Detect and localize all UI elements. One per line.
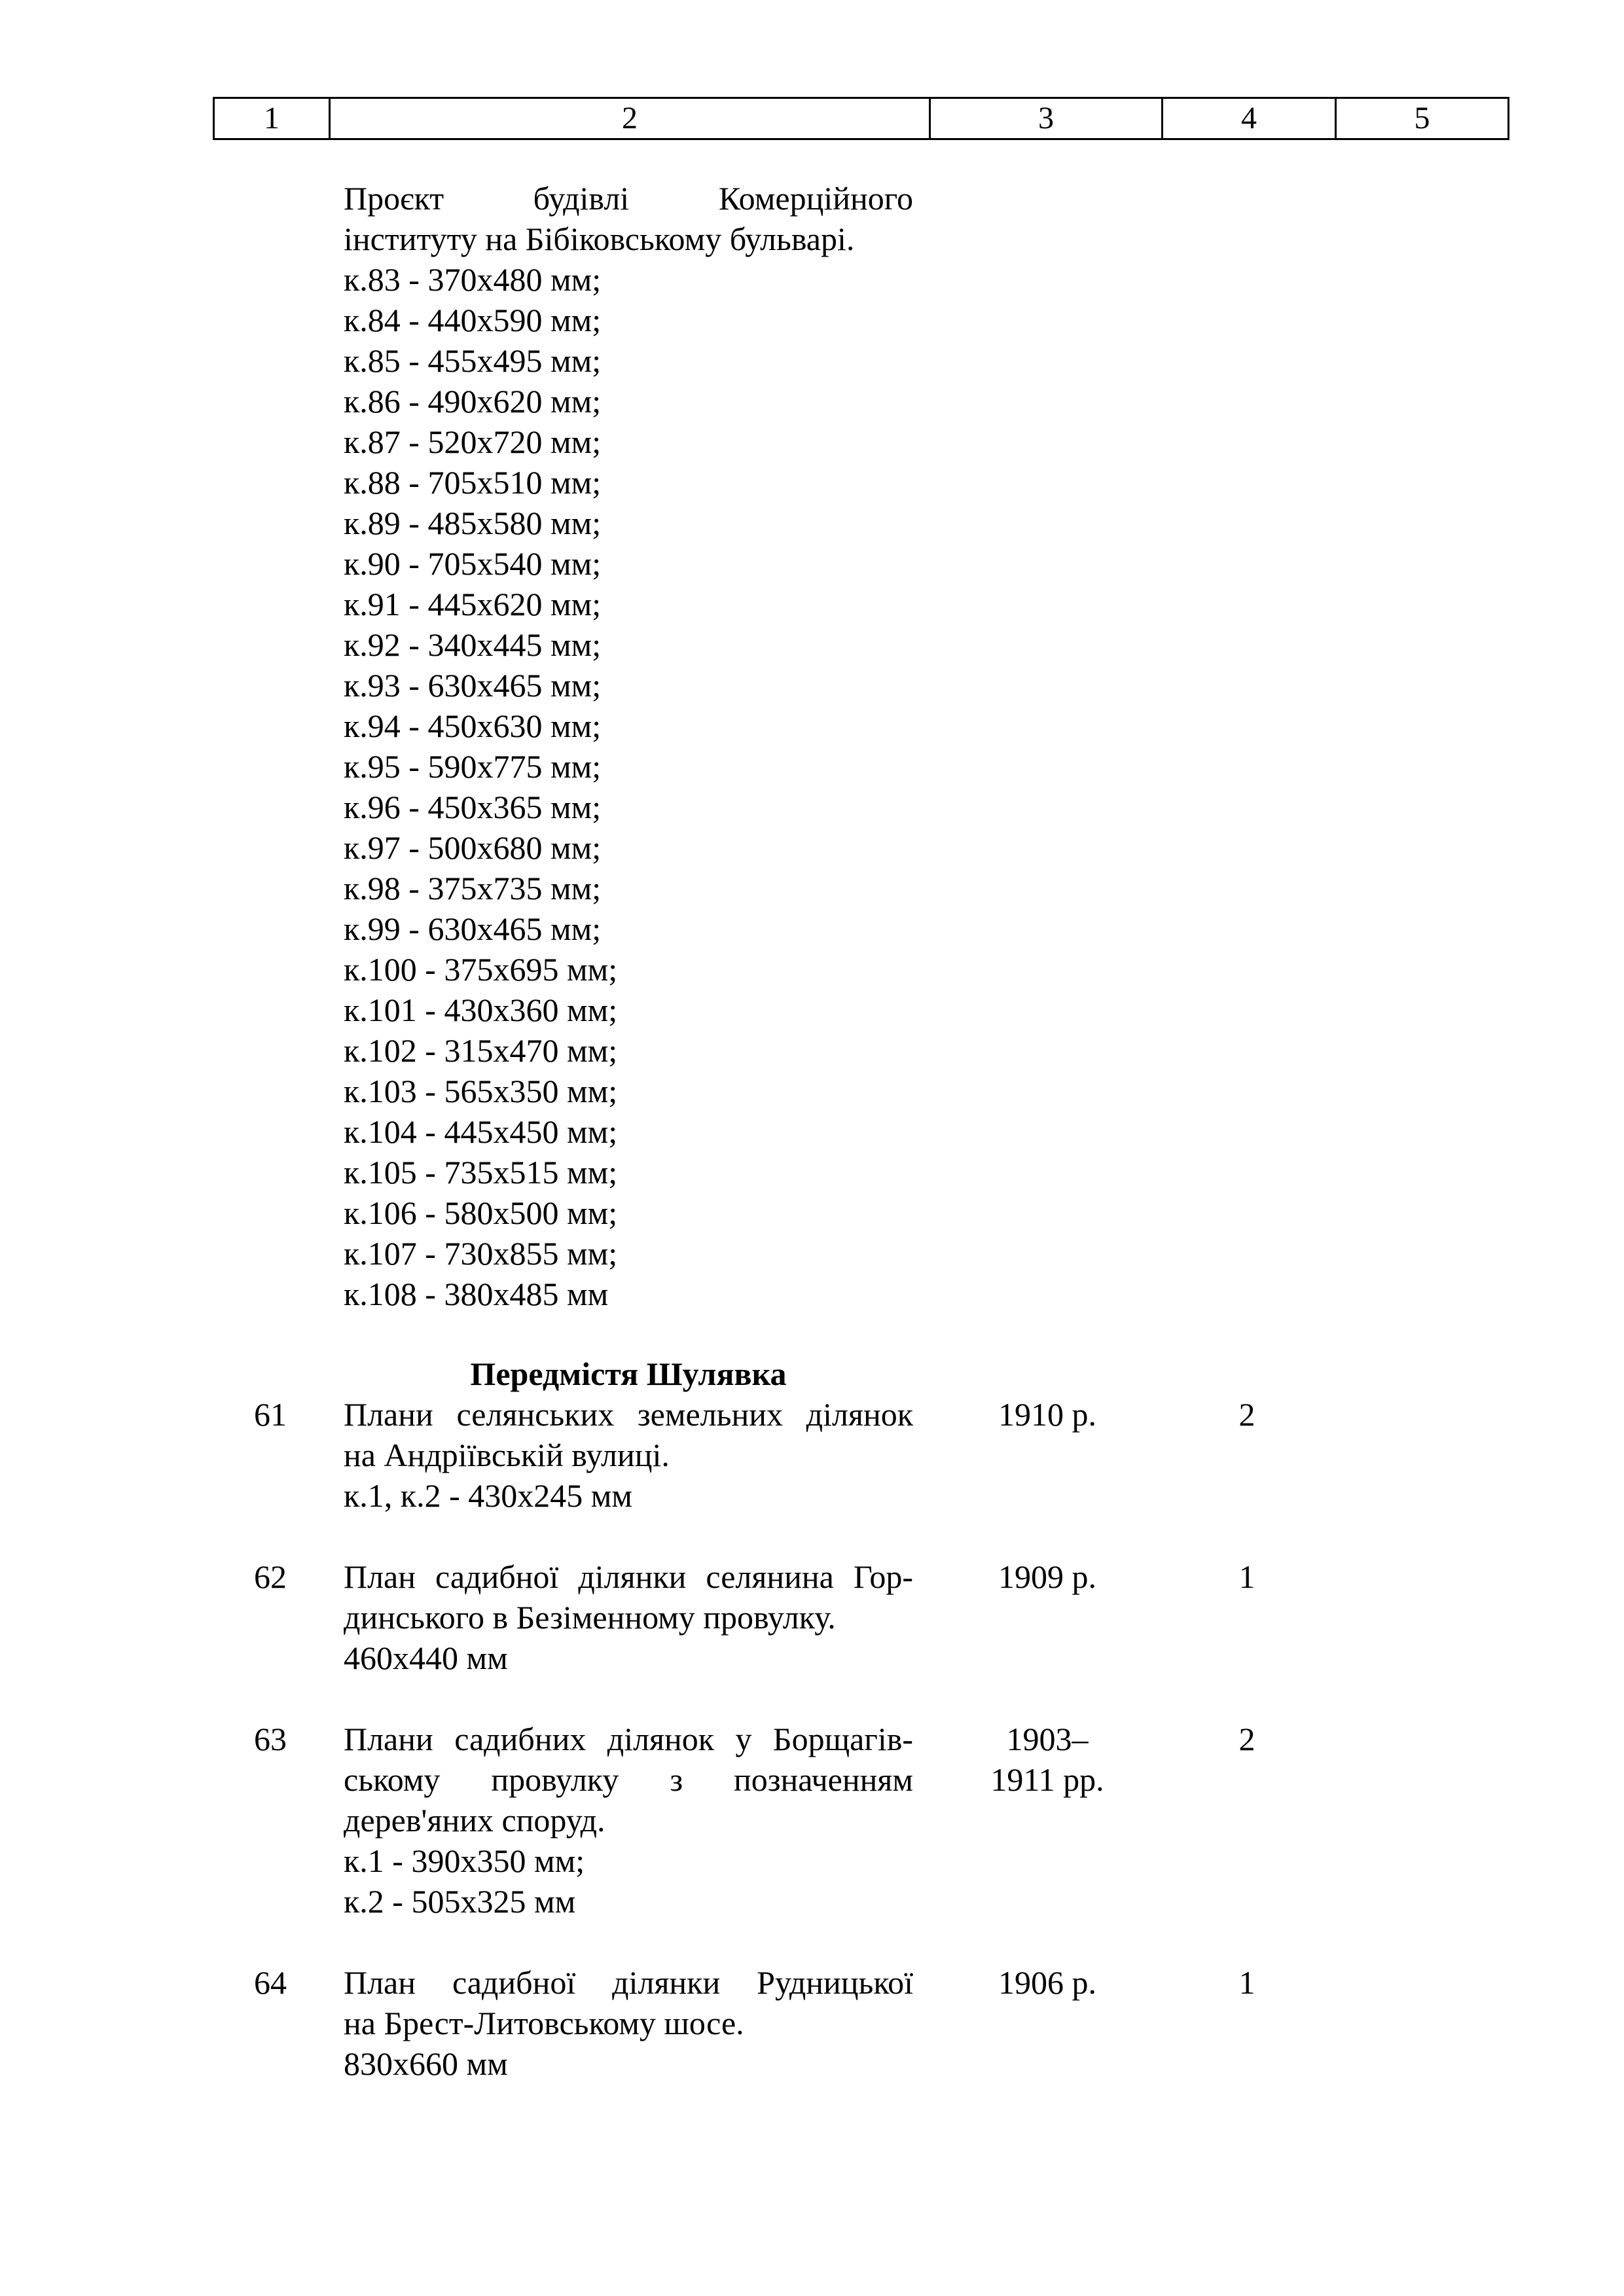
sheet-size-line: к.97 - 500х680 мм; [344,829,602,866]
entry-description-line: к.1 - 390х350 мм; [344,1842,585,1879]
entry-title-line: Проєкт будівлі Комерційного [344,180,913,217]
entry-description-line: План садибної ділянки Рудницької [344,1964,913,2001]
sheet-size-line: к.83 - 370х480 мм; [344,261,602,298]
sheet-size-line: к.102 - 315х470 мм; [344,1032,618,1069]
sheet-size-line: к.92 - 340х445 мм; [344,626,602,663]
column-header-row [214,98,1509,139]
entry-date: 1909 р. [998,1558,1096,1595]
entry-number: 61 [254,1396,287,1433]
sheet-size-line: к.95 - 590х775 мм; [344,748,602,785]
sheet-size-line: к.98 - 375х735 мм; [344,870,602,906]
column-header-2: 2 [330,98,930,139]
sheet-size-line: к.94 - 450х630 мм; [344,708,602,744]
column-header-5: 5 [1336,98,1509,139]
column-header-4: 4 [1163,98,1336,139]
sheet-size-line: к.84 - 440х590 мм; [344,302,602,338]
sheet-size-line: к.100 - 375х695 мм; [344,951,618,988]
entry-description-line: на Брест-Литовському шосе. [344,2005,744,2041]
entry-number: 63 [254,1721,287,1757]
sheet-size-line: к.91 - 445х620 мм; [344,586,602,622]
entry-quantity: 1 [1238,1558,1255,1595]
entry-date: 1906 р. [998,1964,1096,2001]
entry-date: 1903– [1006,1721,1089,1757]
entry-number: 62 [254,1558,287,1595]
entry-quantity: 2 [1238,1396,1255,1433]
entry-quantity: 1 [1238,1964,1255,2001]
sheet-size-line: к.99 - 630х465 мм; [344,910,602,947]
entry-description-line: Плани садибних ділянок у Борщагів- [344,1721,913,1757]
column-header-1: 1 [214,98,330,139]
sheet-size-line: к.103 - 565х350 мм; [344,1073,618,1109]
sheet-size-line: к.89 - 485х580 мм; [344,505,602,541]
entry-description-line: дерев'яних споруд. [344,1802,605,1839]
sheet-size-line: к.88 - 705х510 мм; [344,464,602,501]
sheet-size-line: к.104 - 445х450 мм; [344,1113,618,1150]
entry-description-line: на Андріївській вулиці. [344,1437,670,1473]
entry-number: 64 [254,1964,287,2001]
sheet-size-line: к.106 - 580х500 мм; [344,1194,618,1231]
sheet-size-line: к.93 - 630х465 мм; [344,667,602,704]
sheet-size-line: к.90 - 705х540 мм; [344,545,602,582]
entry-description-line: 830х660 мм [344,2045,508,2082]
entry-description-line: ському провулку з позначенням [344,1761,913,1798]
entry-description-line: динського в Безіменному провулку. [344,1599,836,1636]
column-header-3: 3 [930,98,1163,139]
entry-description-line: 460х440 мм [344,1640,508,1676]
sheet-size-line: к.101 - 430х360 мм; [344,992,618,1028]
sheet-size-line: к.105 - 735х515 мм; [344,1154,618,1191]
entry-date: 1910 р. [998,1396,1096,1433]
entry-description-line: План садибної ділянки селянина Гор- [344,1558,913,1595]
section-heading: Передмістя Шулявка [470,1355,787,1392]
sheet-size-line: к.108 - 380х485 мм [344,1276,609,1312]
entry-quantity: 2 [1238,1721,1255,1757]
sheet-size-line: к.86 - 490х620 мм; [344,383,602,420]
entry-description-line: Плани селянських земельних ділянок [344,1396,913,1433]
entry-description-line: к.1, к.2 - 430х245 мм [344,1477,633,1514]
entry-description-line: к.2 - 505х325 мм [344,1883,576,1920]
sheet-size-line: к.107 - 730х855 мм; [344,1235,618,1272]
entry-date: 1911 рр. [990,1761,1104,1798]
sheet-size-line: к.85 - 455х495 мм; [344,342,602,379]
entry-title-line: інституту на Бібіковському бульварі. [344,221,855,257]
sheet-size-line: к.87 - 520х720 мм; [344,423,602,460]
column-header-table [213,97,1509,140]
sheet-size-line: к.96 - 450х365 мм; [344,789,602,825]
